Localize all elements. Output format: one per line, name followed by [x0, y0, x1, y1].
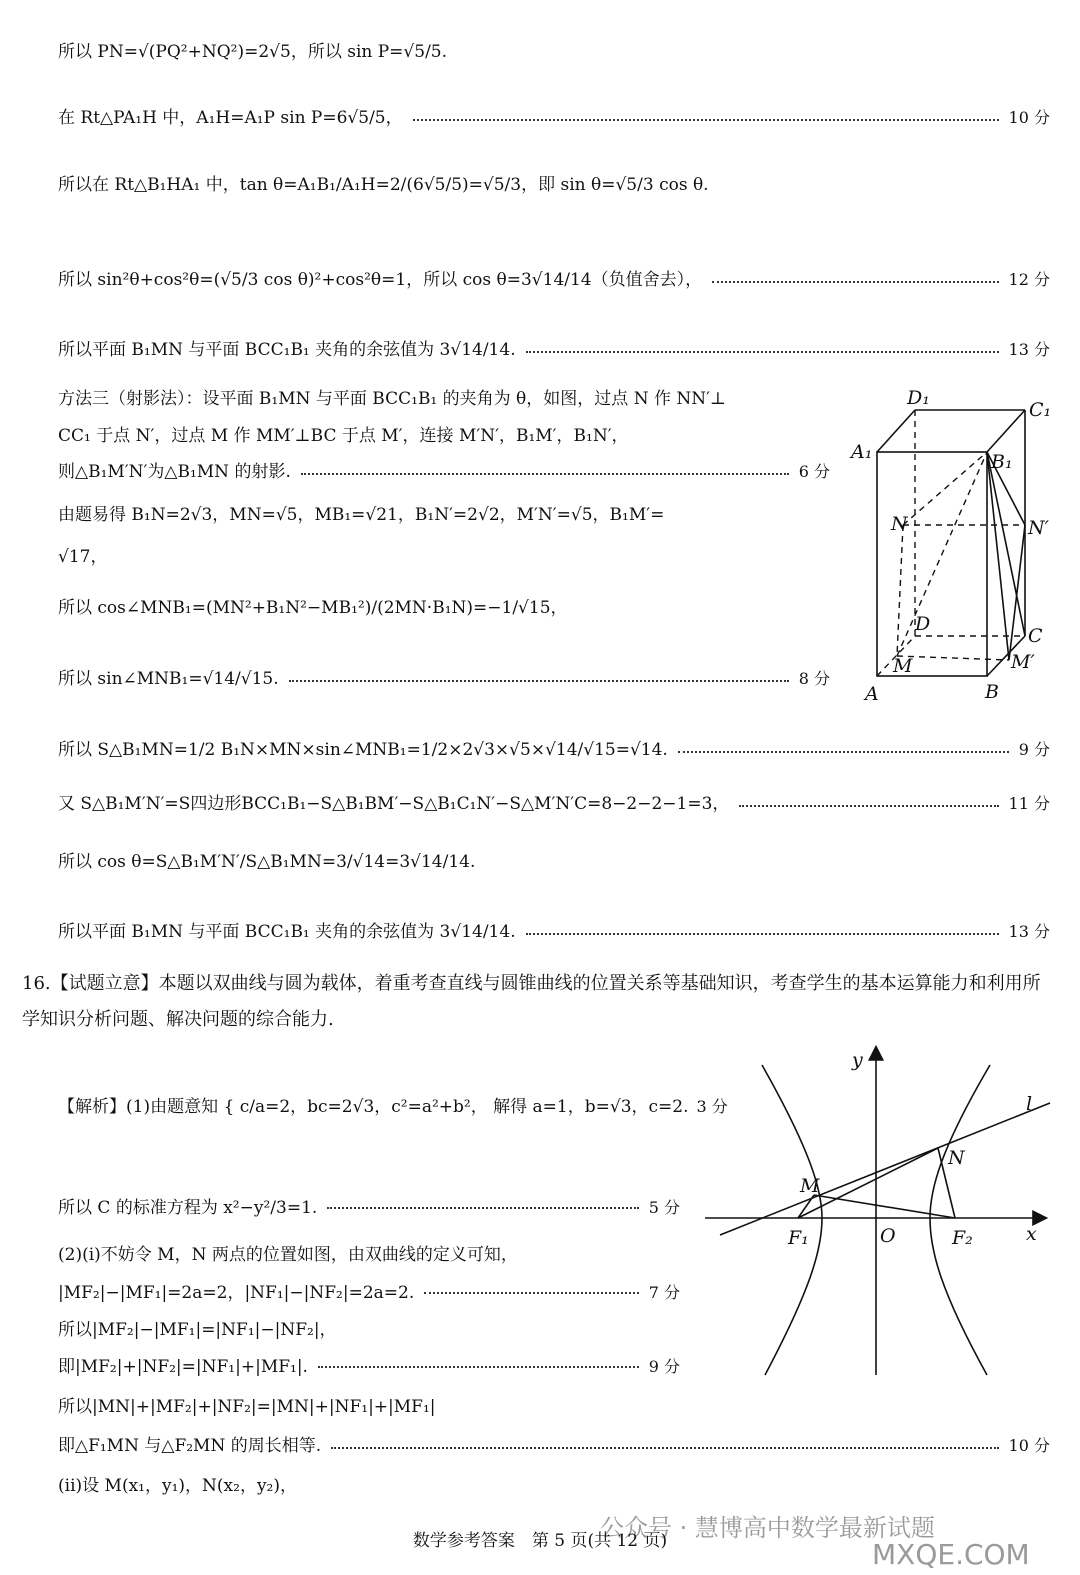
label-M: M — [893, 655, 913, 677]
score-12: 12 分 — [1008, 270, 1050, 289]
label-O: O — [880, 1225, 896, 1247]
line-cos-theta-text: 所以 sin²θ+cos²θ=(√5/3 cos θ)²+cos²θ=1，所以 cos θ=3√14/14（负值舍去）， — [58, 270, 703, 290]
line-perimeter-equal — [58, 1434, 1050, 1458]
label-M-prime: M′ — [1011, 651, 1035, 673]
label-A1: A₁ — [851, 441, 873, 463]
line-sin-mnb1 — [58, 667, 830, 691]
line-a1h — [58, 106, 1050, 130]
line-pn: 所以 PN=√(PQ²+NQ²)=2√5，所以 sin P=√5/5. — [58, 42, 448, 62]
label-M: M — [800, 1175, 820, 1197]
score-13b: 13 分 — [1008, 922, 1050, 941]
dotted-leader — [526, 351, 999, 353]
label-N-prime: N′ — [1028, 517, 1049, 539]
line-definition — [58, 1281, 680, 1305]
q16-intent: 16.【试题立意】本题以双曲线与圆为载体，着重考查直线与圆锥曲线的位置关系等基础知识，考查学生的基本运算能力和利用所学知识分析问题、解决问题的综合能力. — [22, 973, 1041, 1030]
line-equal-diff: 所以|MF₂|−|MF₁|=|NF₁|−|NF₂|， — [58, 1320, 337, 1340]
line-equal-sum-text: 即|MF₂|+|NF₂|=|NF₁|+|MF₁|. — [58, 1357, 308, 1377]
line-lengths: 由题易得 B₁N=2√3，MN=√5，MB₁=√21，B₁N′=2√2，M′N′=√5，B₁M′= — [58, 505, 665, 525]
line-cos-mnb1: 所以 cos∠MNB₁=(MN²+B₁N²−MB₁²)/(2MN·B₁N)=−1/√15， — [58, 598, 568, 618]
dotted-leader — [331, 1447, 998, 1449]
line-answer-2-text: 所以平面 B₁MN 与平面 BCC₁B₁ 夹角的余弦值为 3√14/14. — [58, 922, 516, 942]
label-N: N — [948, 1147, 965, 1169]
dotted-leader — [289, 680, 789, 682]
score-5: 5 分 — [648, 1198, 680, 1217]
line-area-proj — [58, 792, 1050, 816]
label-F2: F₂ — [952, 1227, 973, 1249]
watermark: 公众号 · 慧博高中数学最新试题 — [600, 1514, 935, 1542]
hyperbola-figure — [700, 1040, 1060, 1385]
label-N: N — [891, 513, 908, 535]
line-projection — [58, 460, 830, 484]
line-part2ii: (ii)设 M(x₁，y₁)，N(x₂，y₂)， — [58, 1476, 297, 1496]
score-10b: 10 分 — [1008, 1436, 1050, 1455]
line-perimeter-equal-text: 即△F₁MN 与△F₂MN 的周长相等. — [58, 1436, 322, 1456]
dotted-leader — [301, 473, 789, 475]
line-part1 — [58, 1095, 728, 1119]
prism-figure — [845, 380, 1070, 710]
line-part1-text: 【解析】(1)由题意知 { c/a=2，bc=2√3，c²=a²+b²， 解得 a=1，b=√3，c=2. — [58, 1097, 689, 1117]
dotted-leader — [739, 805, 998, 807]
line-lengths-cont: √17， — [58, 547, 108, 567]
line-projection-text: 则△B₁M′N′为△B₁MN 的射影. — [58, 462, 291, 482]
score-9b: 9 分 — [648, 1357, 680, 1376]
dotted-leader — [678, 751, 1009, 753]
line-equal-sum — [58, 1355, 680, 1379]
label-C: C — [1028, 625, 1043, 647]
line-definition-text: |MF₂|−|MF₁|=2a=2，|NF₁|−|NF₂|=2a=2. — [58, 1283, 415, 1303]
label-A: A — [865, 683, 879, 705]
score-10: 10 分 — [1008, 108, 1050, 127]
dotted-leader — [526, 933, 999, 935]
dotted-leader — [318, 1366, 639, 1368]
score-3: 3 分 — [696, 1097, 728, 1116]
line-a1h-text: 在 Rt△PA₁H 中，A₁H=A₁P sin P=6√5/5， — [58, 108, 403, 128]
page-footer: 数学参考答案 第 5 页(共 12 页) — [412, 1531, 668, 1551]
line-answer-1-text: 所以平面 B₁MN 与平面 BCC₁B₁ 夹角的余弦值为 3√14/14. — [58, 340, 516, 360]
line-perimeter-sum: 所以|MN|+|MF₂|+|NF₂|=|MN|+|NF₁|+|MF₁| — [58, 1397, 436, 1417]
line-sin-mnb1-text: 所以 sin∠MNB₁=√14/√15. — [58, 669, 279, 689]
line-tan-theta: 所以在 Rt△B₁HA₁ 中，tan θ=A₁B₁/A₁H=2/(6√5/5)=√5/3，即 sin θ=√5/3 cos θ. — [58, 175, 709, 195]
label-x: x — [1026, 1223, 1037, 1245]
line-standard-eq-text: 所以 C 的标准方程为 x²−y²/3=1. — [58, 1198, 318, 1218]
label-D1: D₁ — [907, 387, 930, 409]
dotted-leader — [424, 1292, 638, 1294]
line-answer-2 — [58, 920, 1050, 944]
score-6: 6 分 — [798, 462, 830, 481]
label-y: y — [852, 1049, 863, 1071]
score-11: 11 分 — [1008, 794, 1050, 813]
line-method3-cont: CC₁ 于点 N′，过点 M 作 MM′⊥BC 于点 M′，连接 M′N′，B₁M′，B₁N′， — [58, 426, 629, 446]
line-standard-eq — [58, 1196, 680, 1220]
score-8: 8 分 — [798, 669, 830, 688]
dotted-leader — [327, 1207, 638, 1209]
line-part2i: (2)(i)不妨令 M，N 两点的位置如图，由双曲线的定义可知， — [58, 1245, 518, 1265]
line-area-b1mn — [58, 738, 1050, 762]
dotted-leader — [413, 119, 999, 121]
dotted-leader — [712, 281, 998, 283]
watermark-site: MXQE.COM — [872, 1538, 1030, 1571]
line-area-proj-text: 又 S△B₁M′N′=S四边形BCC₁B₁−S△B₁BM′−S△B₁C₁N′−S△M′N′C=8−2−2−1=3， — [58, 794, 730, 814]
line-cos-theta — [58, 268, 1050, 292]
label-C1: C₁ — [1029, 399, 1052, 421]
score-13: 13 分 — [1008, 340, 1050, 359]
score-9: 9 分 — [1018, 740, 1050, 759]
line-answer-1 — [58, 338, 1050, 362]
label-F1: F₁ — [788, 1227, 809, 1249]
label-B: B — [985, 681, 999, 703]
line-area-b1mn-text: 所以 S△B₁MN=1/2 B₁N×MN×sin∠MNB₁=1/2×2√3×√5×√14/√15=√14. — [58, 740, 668, 760]
line-method3: 方法三（射影法）：设平面 B₁MN 与平面 BCC₁B₁ 的夹角为 θ，如图，过点 N 作 NN′⊥ — [58, 389, 726, 409]
label-B1: B₁ — [991, 451, 1013, 473]
label-l: l — [1026, 1093, 1033, 1115]
label-D: D — [915, 613, 931, 635]
score-7: 7 分 — [648, 1283, 680, 1302]
line-cos-result: 所以 cos θ=S△B₁M′N′/S△B₁MN=3/√14=3√14/14. — [58, 852, 476, 872]
